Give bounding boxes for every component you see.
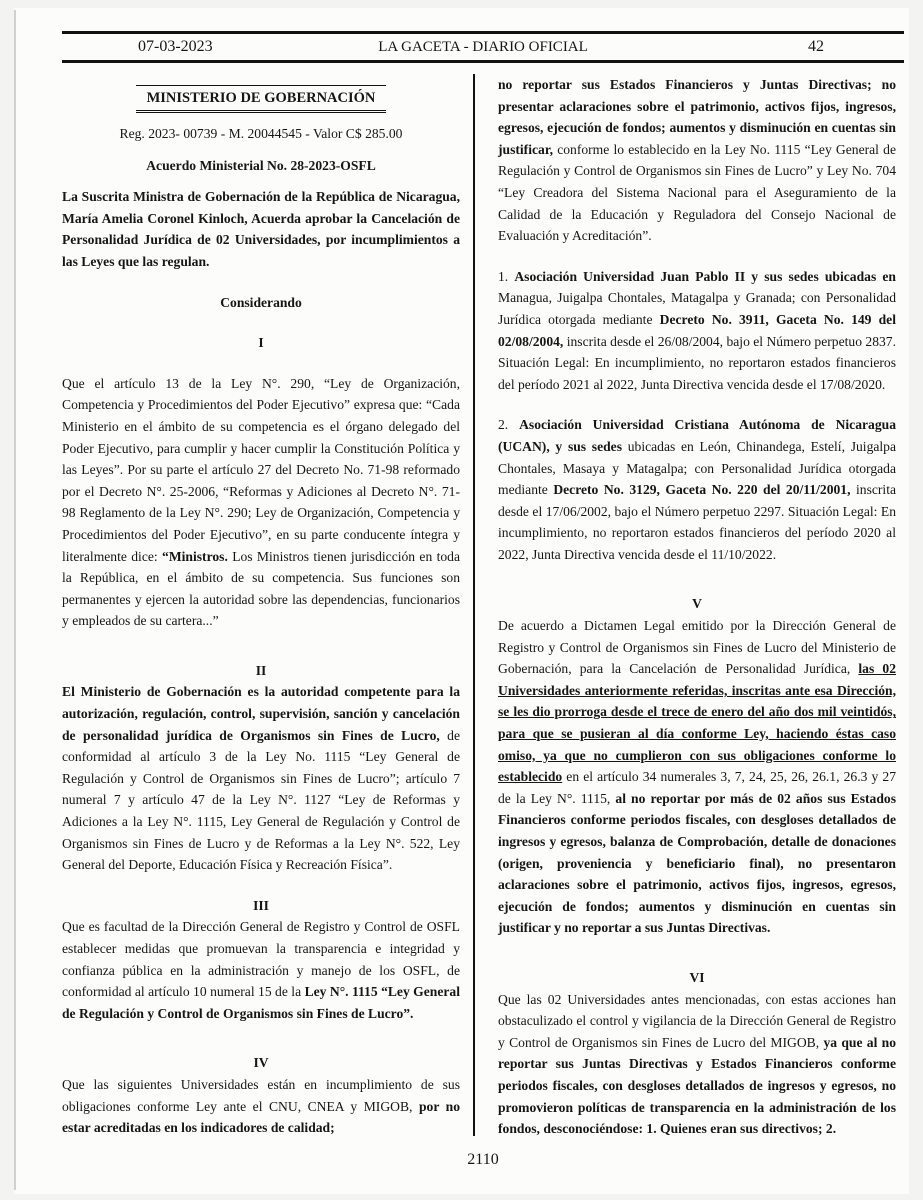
continuation-paragraph (498, 74, 896, 247)
header-title: LA GACETA - DIARIO OFICIAL (378, 39, 588, 55)
item-1-text: Managua, Juigalpa Chontales, Matagalpa y Granada; con Personalidad Jurídica otorgada mediante (498, 290, 896, 327)
item-1-number: 1. (498, 268, 509, 284)
item-1-status: inscrita desde el 26/08/2004, bajo el Número perpetuo 2837. Situación Legal: En incumplimiento, no reportaron estados financieros del período 2021 al 2022, Junta Directiva vencida desde el 17/08/2020. (498, 333, 896, 392)
section-i-quote: Los Ministros tienen jurisdicción en toda la República, en el ámbito de su competencia. Sus funciones son permanentes y ejercen la autoridad sobre las dependencias, funcionarios y empleados de su cartera...” (62, 548, 460, 629)
item-1-decree: Decreto No. 3911, Gaceta No. 149 del 02/08/2004, (498, 311, 896, 349)
right-column (498, 74, 896, 1140)
section-iii-law: Ley N°. 1115 “Ley General de Regulación y Control de Organismos sin Fines de Lucro”. (62, 984, 460, 1021)
footer-page-number: 2110 (467, 1151, 499, 1168)
section-iii-text: Que es facultad de la Dirección General de Registro y Control de OSFL establecer medidas que promuevan la transparencia e integridad y confianza pública en la administración y manejo de los OSFL, de conformidad al artículo 10 numeral 15 de la (62, 919, 460, 1000)
section-iii-paragraph (62, 916, 460, 1024)
university-item-2 (498, 414, 896, 565)
section-heading-iv: IV (253, 1055, 269, 1071)
section-v-bold: al no reportar por más de 02 años sus Estados Financieros conforme periodos fiscales, con desgloses detallados de ingresos y egresos, balanza de Comprobación, detalle de donaciones (origen, proveniencia y beneficiario final), no presentaron aclaraciones sobre el patrimonio, activos fijos, ingresos, egresos, ejecución de fondos; aumentos y disminución en cuentas sin justificar y no reportar a sus Juntas Directivas. (498, 790, 896, 936)
ministry-heading: MINISTERIO DE GOBERNACIÓN (136, 85, 386, 113)
considerando-heading: Considerando (220, 294, 302, 310)
item-2-name: Asociación Universidad Cristiana Autónoma de Nicaragua (UCAN), y sus sedes (498, 417, 896, 454)
section-ii-bold: El Ministerio de Gobernación es la autoridad competente para la autorización, regulación, control, supervisión, sanción y cancelación de personalidad jurídica de Organismos sin Fines de Lucro, (62, 684, 460, 743)
section-v-articles: en el artículo 34 numerales 3, 7, 24, 25, 26, 26.1, 26.3 y 27 de la Ley N°. 1115, (498, 769, 896, 806)
page-edge-shadow (14, 10, 16, 1190)
section-heading-i: I (258, 335, 264, 351)
section-ii-text: de conformidad al artículo 3 de la Ley No. 1115 “Ley General de Regulación y Control de Organismos sin Fines de Lucro”; artículo 7 numeral 7 y artículo 47 de la Ley N°. 1127 “Ley de Reformas y Adiciones a la Ley N°. 1115, Ley General de Regulación y Control de Organismos sin Fines de Lucro y de Reformas a la Ley N°. 522, Ley General del Deporte, Educación Física y Recreación Física”. (62, 727, 460, 873)
acuerdo-title: Acuerdo Ministerial No. 28-2023-OSFL (146, 157, 376, 173)
section-iv-text: Que las siguientes Universidades están en incumplimiento de sus obligaciones conforme Ley ante el CNU, CNEA y MIGOB, (62, 1076, 460, 1114)
item-2-text: ubicadas en León, Chinandega, Estelí, Juigalpa Chontales, Masaya y Matagalpa; con Personalidad Jurídica otorgada mediante (498, 438, 897, 498)
university-item-1 (498, 266, 896, 396)
header-bottom-rule (62, 60, 904, 63)
section-heading-v: V (692, 596, 702, 612)
header-top-rule (62, 31, 904, 34)
section-i-ministros: “Ministros. (162, 548, 228, 564)
section-heading-vi: VI (689, 969, 705, 985)
item-1-name: Asociación Universidad Juan Pablo II y sus sedes ubicadas en (514, 268, 896, 284)
item-2-decree: Decreto No. 3129, Gaceta No. 220 del 20/11/2001, (553, 482, 851, 498)
continuation-bold: no reportar sus Estados Financieros y Juntas Directivas; no presentar aclaraciones sobre el patrimonio, activos fijos, ingresos, egresos, ejecución de fondos; aumentos y disminución en cuentas sin justificar, (498, 77, 896, 157)
section-heading-iii: III (253, 897, 269, 913)
header-date: 07-03-2023 (138, 38, 213, 55)
header-page-number: 42 (808, 38, 824, 55)
section-ii-paragraph (62, 681, 460, 875)
section-heading-ii: II (255, 662, 267, 678)
section-i-paragraph (62, 373, 460, 632)
continuation-text: conforme lo establecido en la Ley No. 1115 “Ley General de Regulación y Control de Organismos sin Fines de Lucro” y Ley No. 704 “Ley Creadora del Sistema Nacional para el Aseguramiento de la Calidad de la Educación y Reguladora del Consejo Nacional de Evaluación y Acreditación”. (498, 141, 896, 244)
page-header (62, 38, 904, 58)
intro-paragraph: La Suscrita Ministra de Gobernación de la República de Nicaragua, María Amelia Coronel Kinloch, Acuerda aprobar la Cancelación de Personalidad Jurídica de 02 Universidades, por incumplimientos a las Leyes que las regulan. (62, 189, 460, 269)
section-vi-text: Que las 02 Universidades antes mencionadas, con estas acciones han obstaculizado el control y vigilancia de la Dirección General de Registro y Control de Organismos sin Fines de Lucro del MIGOB, (498, 991, 896, 1050)
section-iv-bold: por no estar acreditadas en los indicadores de calidad; (62, 1098, 460, 1136)
section-v-paragraph (498, 615, 896, 939)
item-2-number: 2. (498, 417, 509, 433)
section-vi-paragraph (498, 989, 896, 1140)
section-v-text: De acuerdo a Dictamen Legal emitido por la Dirección General de Registro y Control de Organismos sin Fines de Lucro del Ministerio de Gobernación, para la Cancelación de Personalidad Jurídica, (498, 618, 896, 677)
section-iv-paragraph (62, 1074, 460, 1139)
column-divider (473, 74, 475, 1136)
left-column (62, 74, 460, 1139)
section-v-underlined: las 02 Universidades anteriormente referidas, inscritas ante esa Dirección, se les dio prorroga desde el trece de enero del año dos mil veintidós, para que se pusieran al día conforme Ley, haciendo éstas caso omiso, ya que no cumplieron con sus obligaciones conforme lo establecido (498, 661, 896, 785)
section-i-text: Que el artículo 13 de la Ley N°. 290, “Ley de Organización, Competencia y Procedimientos del Poder Ejecutivo” expresa que: “Cada Ministerio en el ámbito de su competencia es el órgano delegado del Poder Ejecutivo, para cumplir y hacer cumplir la Constitución Política y las Leyes”. Por su parte el artículo 27 del Decreto No. 71-98 reformado por el Decreto N°. 25-2006, “Reformas y Adiciones al Decreto N°. 71-98 Reglamento de la Ley N°. 290; Ley de Organización, Competencia y Procedimientos del Poder Ejecutivo”, en su parte conducente íntegra y literalmente dice: (62, 375, 460, 564)
registration-line: Reg. 2023- 00739 - M. 20044545 - Valor C$ 285.00 (119, 126, 403, 141)
item-2-status: inscrita desde el 17/06/2002, bajo el Número perpetuo 2297. Situación Legal: En incumplimiento, no reportaron estados financieros del período 2020 al 2022, Junta Directiva vencida desde el 11/10/2022. (498, 482, 897, 562)
section-vi-bold: ya que al no reportar sus Juntas Directivas y Estados Financieros conforme periodos fiscales, con desgloses detallados de ingresos y egresos, no promovieron políticas de transparencia en la administración de los fondos, desconociéndose: 1. Quienes eran sus directivos; 2. (498, 1034, 896, 1137)
